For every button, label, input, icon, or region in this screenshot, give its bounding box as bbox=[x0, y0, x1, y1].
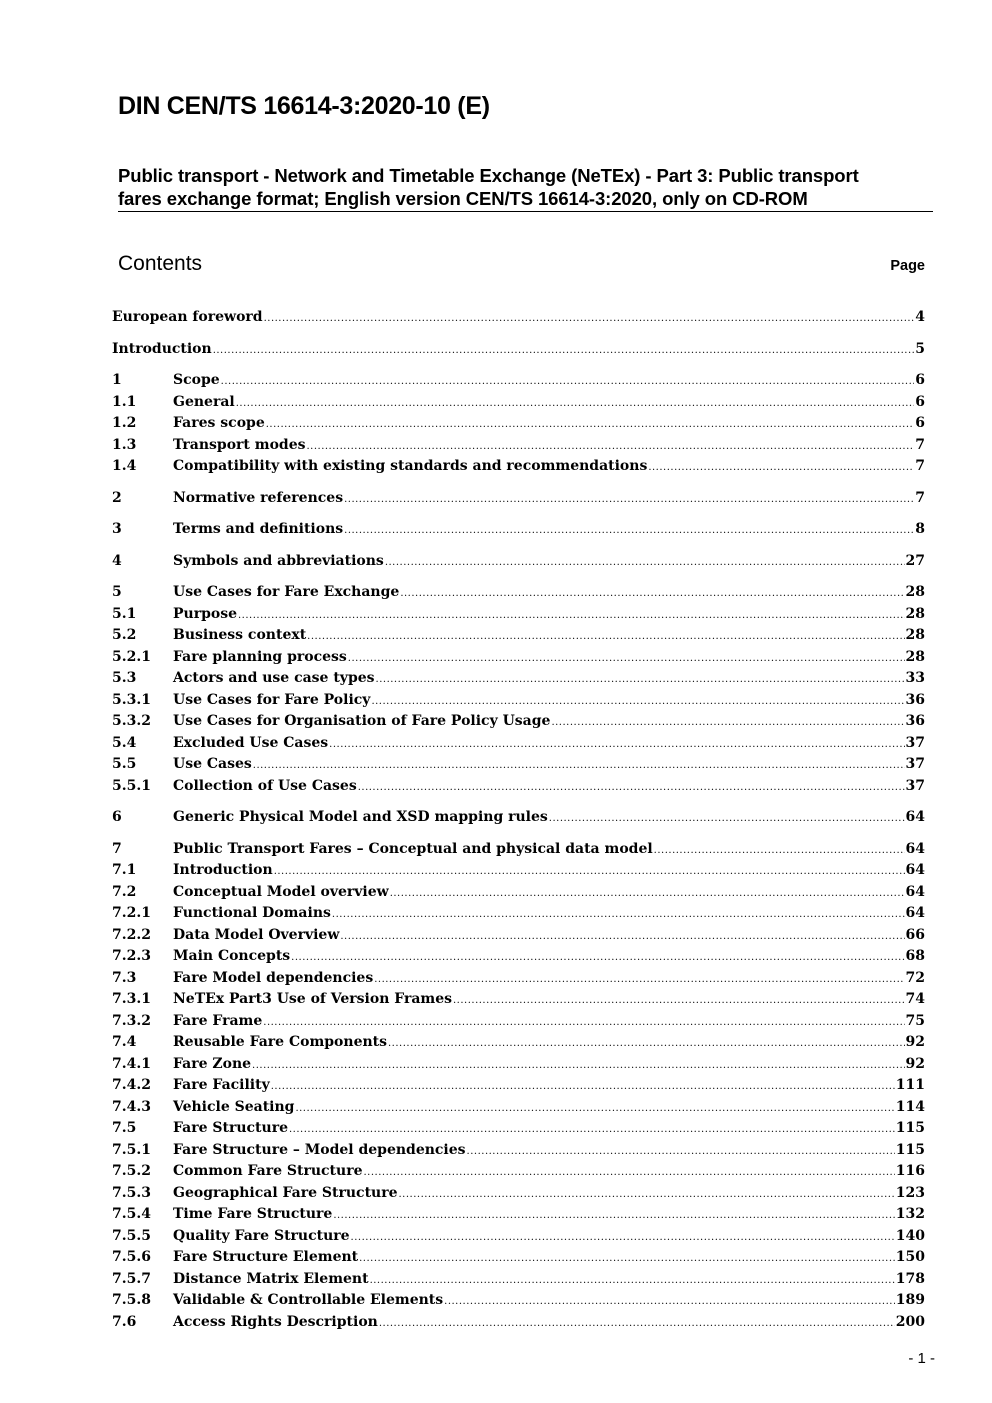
toc-section-title[interactable]: Use Cases for Fare Exchange bbox=[173, 584, 400, 600]
toc-section-number: 7.4.3 bbox=[112, 1098, 151, 1115]
subtitle-line-2: fares exchange format; English version CEN/TS 16614-3:2020, only on CD-ROM bbox=[118, 188, 808, 209]
toc-section-title[interactable]: Introduction bbox=[112, 340, 212, 357]
toc-section-title[interactable]: Actors and use case types bbox=[173, 670, 375, 686]
contents-heading: Contents bbox=[118, 252, 203, 275]
toc-section-number: 2 bbox=[112, 489, 122, 506]
toc-section-title[interactable]: Fares scope bbox=[173, 415, 265, 431]
toc-page-number[interactable]: 123 bbox=[895, 1184, 925, 1201]
toc-entry[interactable] bbox=[112, 733, 925, 755]
toc-section-title[interactable]: Conceptual Model overview bbox=[173, 883, 389, 900]
toc-dot-leader bbox=[551, 712, 904, 734]
toc-entry[interactable] bbox=[112, 860, 925, 882]
toc-section-number: 5.3.1 bbox=[112, 691, 151, 708]
toc-entry[interactable] bbox=[112, 1032, 925, 1054]
toc-section-number: 7.5.3 bbox=[112, 1184, 151, 1201]
toc-section-title[interactable]: Use Cases bbox=[173, 756, 252, 772]
toc-section-number: 7.3.2 bbox=[112, 1012, 151, 1029]
toc-entry[interactable] bbox=[112, 307, 925, 329]
toc-entry[interactable] bbox=[112, 647, 925, 669]
toc-dot-leader bbox=[289, 1119, 895, 1141]
toc-dot-leader bbox=[263, 1012, 904, 1034]
toc-entry[interactable] bbox=[112, 551, 925, 573]
toc-dot-leader bbox=[399, 1184, 895, 1206]
toc-page-number[interactable]: 7 bbox=[915, 436, 925, 453]
toc-dot-leader bbox=[307, 626, 904, 648]
toc-section-title[interactable]: Use Cases for Organisation of Fare Policy Usage bbox=[173, 713, 551, 729]
toc-entry[interactable] bbox=[112, 1183, 925, 1205]
toc-dot-leader bbox=[221, 371, 915, 393]
toc-page-number[interactable]: 115 bbox=[895, 1141, 925, 1158]
toc-dot-leader bbox=[271, 1076, 895, 1098]
toc-section-title[interactable]: Use Cases for Fare Policy bbox=[173, 691, 371, 708]
toc-dot-leader bbox=[370, 1270, 895, 1292]
toc-section-title[interactable]: Fare Model dependencies bbox=[173, 969, 374, 986]
toc-dot-leader bbox=[444, 1291, 895, 1313]
toc-entry[interactable] bbox=[112, 370, 925, 392]
toc-entry[interactable] bbox=[112, 1290, 925, 1312]
toc-entry[interactable] bbox=[112, 776, 925, 798]
toc-dot-leader bbox=[654, 840, 905, 862]
toc-entry[interactable] bbox=[112, 413, 925, 435]
toc-section-title[interactable]: Vehicle Seating bbox=[173, 1098, 295, 1115]
toc-section-number: 7.5.4 bbox=[112, 1206, 151, 1222]
toc-section-number: 5.1 bbox=[112, 605, 137, 622]
toc-page-number[interactable]: 92 bbox=[905, 1034, 925, 1050]
toc-page-number[interactable]: 64 bbox=[905, 809, 925, 825]
toc-dot-leader bbox=[379, 1313, 895, 1335]
toc-page-number[interactable]: 178 bbox=[895, 1270, 925, 1287]
toc-entry[interactable] bbox=[112, 1075, 925, 1097]
toc-dot-leader bbox=[264, 308, 915, 330]
toc-entry[interactable] bbox=[112, 519, 925, 541]
toc-section-number: 1.2 bbox=[112, 415, 137, 431]
toc-page-number[interactable]: 64 bbox=[905, 883, 925, 900]
toc-section-number: 7.5.6 bbox=[112, 1249, 151, 1265]
toc-section-number: 1.3 bbox=[112, 436, 137, 453]
toc-section-title[interactable]: Public Transport Fares – Conceptual and physical data model bbox=[173, 840, 653, 857]
toc-section-number: 5.5 bbox=[112, 756, 137, 772]
toc-page-number[interactable]: 92 bbox=[905, 1055, 925, 1072]
toc-section-title[interactable]: Normative references bbox=[173, 489, 344, 506]
toc-page-number[interactable]: 28 bbox=[905, 605, 925, 622]
toc-section-number: 1.4 bbox=[112, 458, 137, 474]
toc-page-number[interactable]: 28 bbox=[905, 627, 925, 643]
toc-entry[interactable] bbox=[112, 1226, 925, 1248]
toc-page-number[interactable]: 111 bbox=[895, 1077, 925, 1093]
toc-dot-leader bbox=[388, 1033, 905, 1055]
toc-entry[interactable] bbox=[112, 1269, 925, 1291]
toc-section-number: 1 bbox=[112, 372, 122, 388]
toc-page-number[interactable]: 33 bbox=[905, 670, 925, 686]
toc-entry[interactable] bbox=[112, 711, 925, 733]
toc-section-title[interactable]: Data Model Overview bbox=[173, 926, 340, 943]
toc-dot-leader bbox=[348, 648, 905, 670]
toc-section-title[interactable]: Purpose bbox=[173, 605, 237, 622]
toc-entry[interactable] bbox=[112, 1161, 925, 1183]
toc-section-title[interactable]: General bbox=[173, 393, 235, 410]
toc-entry[interactable] bbox=[112, 946, 925, 968]
toc-entry[interactable] bbox=[112, 690, 925, 712]
toc-dot-leader bbox=[266, 414, 915, 436]
toc-section-number: 5.2.1 bbox=[112, 648, 151, 665]
toc-page-number[interactable]: 189 bbox=[895, 1292, 925, 1308]
toc-section-number: 7.2.2 bbox=[112, 926, 151, 943]
toc-page-number[interactable]: 74 bbox=[905, 991, 925, 1007]
toc-page-number[interactable]: 116 bbox=[895, 1163, 925, 1179]
toc-page-number[interactable]: 66 bbox=[905, 926, 925, 943]
toc-dot-leader bbox=[385, 552, 905, 574]
toc-page-number[interactable]: 64 bbox=[905, 840, 925, 857]
page-column-label: Page bbox=[890, 258, 925, 274]
toc-page-number[interactable]: 5 bbox=[915, 340, 925, 357]
toc-section-title[interactable]: Quality Fare Structure bbox=[173, 1227, 350, 1244]
document-subtitle bbox=[118, 164, 933, 212]
toc-section-number: 7.5.5 bbox=[112, 1227, 151, 1244]
toc-section-title[interactable]: NeTEx Part3 Use of Version Frames bbox=[173, 991, 452, 1007]
toc-entry[interactable] bbox=[112, 604, 925, 626]
toc-section-number: 3 bbox=[112, 521, 122, 537]
toc-page-number[interactable]: 64 bbox=[905, 862, 925, 878]
toc-entry[interactable] bbox=[112, 1204, 925, 1226]
toc-section-number: 7.5.1 bbox=[112, 1141, 151, 1158]
toc-dot-leader bbox=[340, 926, 904, 948]
toc-section-title[interactable]: Fare Structure Element bbox=[173, 1249, 359, 1265]
toc-page-number[interactable]: 8 bbox=[915, 521, 925, 537]
toc-dot-leader bbox=[238, 605, 905, 627]
toc-page-number[interactable]: 37 bbox=[905, 777, 925, 794]
toc-page-number[interactable]: 114 bbox=[895, 1098, 925, 1115]
toc-dot-leader bbox=[329, 734, 904, 756]
toc-section-number: 7.2.1 bbox=[112, 905, 151, 921]
toc-section-number: 7.6 bbox=[112, 1313, 137, 1330]
toc-section-number: 7.5 bbox=[112, 1120, 137, 1136]
toc-section-title[interactable]: Access Rights Description bbox=[173, 1313, 378, 1330]
toc-dot-leader bbox=[351, 1227, 895, 1249]
toc-section-title[interactable]: Fare Structure bbox=[173, 1120, 288, 1136]
toc-section-number: 5.2 bbox=[112, 627, 137, 643]
toc-page-number[interactable]: 132 bbox=[895, 1206, 925, 1222]
toc-section-title[interactable]: Scope bbox=[173, 372, 220, 388]
toc-section-title[interactable]: Reusable Fare Components bbox=[173, 1034, 387, 1050]
toc-section-title[interactable]: Main Concepts bbox=[173, 948, 291, 964]
page-number: - 1 - bbox=[908, 1350, 935, 1367]
toc-page-number[interactable]: 37 bbox=[905, 756, 925, 772]
toc-dot-leader bbox=[333, 1205, 894, 1227]
toc-section-title[interactable]: Business context bbox=[173, 627, 307, 643]
toc-dot-leader bbox=[371, 691, 904, 713]
toc-entry[interactable] bbox=[112, 903, 925, 925]
toc-entry[interactable] bbox=[112, 456, 925, 478]
toc-entry[interactable] bbox=[112, 989, 925, 1011]
toc-section-number: 7.2.3 bbox=[112, 948, 151, 964]
toc-entry[interactable] bbox=[112, 1054, 925, 1076]
toc-section-number: 7.4 bbox=[112, 1034, 137, 1050]
toc-section-title[interactable]: Symbols and abbreviations bbox=[173, 552, 384, 569]
toc-entry[interactable] bbox=[112, 668, 925, 690]
toc-dot-leader bbox=[400, 583, 904, 605]
toc-dot-leader bbox=[467, 1141, 895, 1163]
toc-entry[interactable] bbox=[112, 392, 925, 414]
toc-entry[interactable] bbox=[112, 1247, 925, 1269]
table-of-contents bbox=[112, 307, 925, 1333]
toc-page-number[interactable]: 115 bbox=[895, 1120, 925, 1136]
toc-page-number[interactable]: 200 bbox=[895, 1313, 925, 1330]
toc-section-title[interactable]: Generic Physical Model and XSD mapping rules bbox=[173, 809, 548, 825]
toc-section-number: 7.5.7 bbox=[112, 1270, 151, 1287]
toc-section-title[interactable]: Fare Frame bbox=[173, 1012, 263, 1029]
toc-entry[interactable] bbox=[112, 1097, 925, 1119]
toc-page-number[interactable]: 64 bbox=[905, 905, 925, 921]
toc-section-title[interactable]: Collection of Use Cases bbox=[173, 777, 357, 794]
toc-dot-leader bbox=[274, 861, 905, 883]
toc-section-number: 6 bbox=[112, 809, 122, 825]
toc-entry[interactable] bbox=[112, 488, 925, 510]
toc-page-number[interactable]: 140 bbox=[895, 1227, 925, 1244]
toc-section-number: 5.4 bbox=[112, 734, 137, 751]
toc-section-title[interactable]: Common Fare Structure bbox=[173, 1163, 363, 1179]
toc-page-number[interactable]: 28 bbox=[905, 584, 925, 600]
toc-dot-leader bbox=[236, 393, 915, 415]
toc-dot-leader bbox=[374, 969, 904, 991]
toc-dot-leader bbox=[253, 755, 905, 777]
toc-section-number: 5.5.1 bbox=[112, 777, 151, 794]
toc-entry[interactable] bbox=[112, 339, 925, 361]
toc-dot-leader bbox=[549, 808, 905, 830]
toc-section-title[interactable]: Terms and definitions bbox=[173, 521, 344, 537]
document-id: DIN CEN/TS 16614-3:2020-10 (E) bbox=[118, 92, 490, 120]
toc-section-title[interactable]: Compatibility with existing standards and recommendations bbox=[173, 458, 648, 474]
toc-section-number: 5.3.2 bbox=[112, 713, 151, 729]
toc-section-title[interactable]: Fare Structure – Model dependencies bbox=[173, 1141, 466, 1158]
toc-page-number[interactable]: 72 bbox=[905, 969, 925, 986]
toc-page-number[interactable]: 37 bbox=[905, 734, 925, 751]
toc-entry[interactable] bbox=[112, 582, 925, 604]
toc-page-number[interactable]: 7 bbox=[915, 458, 925, 474]
toc-section-title[interactable]: Functional Domains bbox=[173, 905, 331, 921]
toc-section-title[interactable]: Fare Facility bbox=[173, 1077, 270, 1093]
toc-section-title[interactable]: European foreword bbox=[112, 309, 263, 325]
toc-section-number: 7.3 bbox=[112, 969, 137, 986]
toc-page-number[interactable]: 36 bbox=[905, 713, 925, 729]
toc-dot-leader bbox=[390, 883, 905, 905]
toc-dot-leader bbox=[252, 1055, 904, 1077]
toc-entry[interactable] bbox=[112, 1118, 925, 1140]
toc-entry[interactable] bbox=[112, 435, 925, 457]
toc-page-number[interactable]: 7 bbox=[915, 489, 925, 506]
toc-dot-leader bbox=[344, 489, 914, 511]
toc-dot-leader bbox=[376, 669, 905, 691]
toc-entry[interactable] bbox=[112, 625, 925, 647]
toc-section-title[interactable]: Geographical Fare Structure bbox=[173, 1184, 398, 1201]
toc-page-number[interactable]: 28 bbox=[905, 648, 925, 665]
toc-section-number: 7.2 bbox=[112, 883, 137, 900]
toc-section-number: 7.5.8 bbox=[112, 1292, 151, 1308]
toc-entry[interactable] bbox=[112, 882, 925, 904]
toc-section-number: 7.4.2 bbox=[112, 1077, 151, 1093]
toc-dot-leader bbox=[332, 904, 905, 926]
toc-entry[interactable] bbox=[112, 839, 925, 861]
subtitle-line-1: Public transport - Network and Timetable Exchange (NeTEx) - Part 3: Public transport bbox=[118, 165, 859, 186]
toc-entry[interactable] bbox=[112, 925, 925, 947]
toc-section-number: 5 bbox=[112, 584, 122, 600]
toc-entry[interactable] bbox=[112, 1312, 925, 1334]
toc-page-number[interactable]: 27 bbox=[905, 552, 925, 569]
toc-page-number[interactable]: 6 bbox=[915, 393, 925, 410]
toc-section-number: 7.5.2 bbox=[112, 1163, 151, 1179]
toc-section-number: 4 bbox=[112, 552, 122, 569]
toc-section-title[interactable]: Introduction bbox=[173, 862, 273, 878]
toc-page-number[interactable]: 75 bbox=[905, 1012, 925, 1029]
toc-page-number[interactable]: 36 bbox=[905, 691, 925, 708]
toc-dot-leader bbox=[359, 1248, 895, 1270]
toc-page-number[interactable]: 6 bbox=[915, 415, 925, 431]
toc-section-number: 1.1 bbox=[112, 393, 137, 410]
toc-page-number[interactable]: 150 bbox=[895, 1249, 925, 1265]
toc-section-title[interactable]: Validable & Controllable Elements bbox=[173, 1292, 444, 1308]
toc-entry[interactable] bbox=[112, 1140, 925, 1162]
toc-section-number: 7.1 bbox=[112, 862, 137, 878]
toc-page-number[interactable]: 6 bbox=[915, 372, 925, 388]
toc-dot-leader bbox=[291, 947, 904, 969]
toc-entry[interactable] bbox=[112, 754, 925, 776]
toc-section-title[interactable]: Transport modes bbox=[173, 436, 306, 453]
toc-section-title[interactable]: Distance Matrix Element bbox=[173, 1270, 369, 1287]
toc-dot-leader bbox=[648, 457, 914, 479]
toc-section-title[interactable]: Time Fare Structure bbox=[173, 1206, 333, 1222]
toc-dot-leader bbox=[306, 436, 914, 458]
toc-dot-leader bbox=[344, 520, 914, 542]
toc-page-number[interactable]: 4 bbox=[915, 309, 925, 325]
toc-dot-leader bbox=[364, 1162, 895, 1184]
toc-section-title[interactable]: Fare Zone bbox=[173, 1055, 252, 1072]
toc-section-number: 7 bbox=[112, 840, 122, 857]
toc-dot-leader bbox=[358, 777, 905, 799]
toc-section-number: 7.4.1 bbox=[112, 1055, 151, 1072]
toc-dot-leader bbox=[453, 990, 905, 1012]
toc-section-number: 5.3 bbox=[112, 670, 137, 686]
toc-page-number[interactable]: 68 bbox=[905, 948, 925, 964]
toc-section-title[interactable]: Excluded Use Cases bbox=[173, 734, 329, 751]
toc-entry[interactable] bbox=[112, 968, 925, 990]
toc-section-title[interactable]: Fare planning process bbox=[173, 648, 347, 665]
toc-dot-leader bbox=[213, 340, 915, 362]
toc-section-number: 7.3.1 bbox=[112, 991, 151, 1007]
toc-entry[interactable] bbox=[112, 1011, 925, 1033]
toc-dot-leader bbox=[295, 1098, 894, 1120]
toc-entry[interactable] bbox=[112, 807, 925, 829]
